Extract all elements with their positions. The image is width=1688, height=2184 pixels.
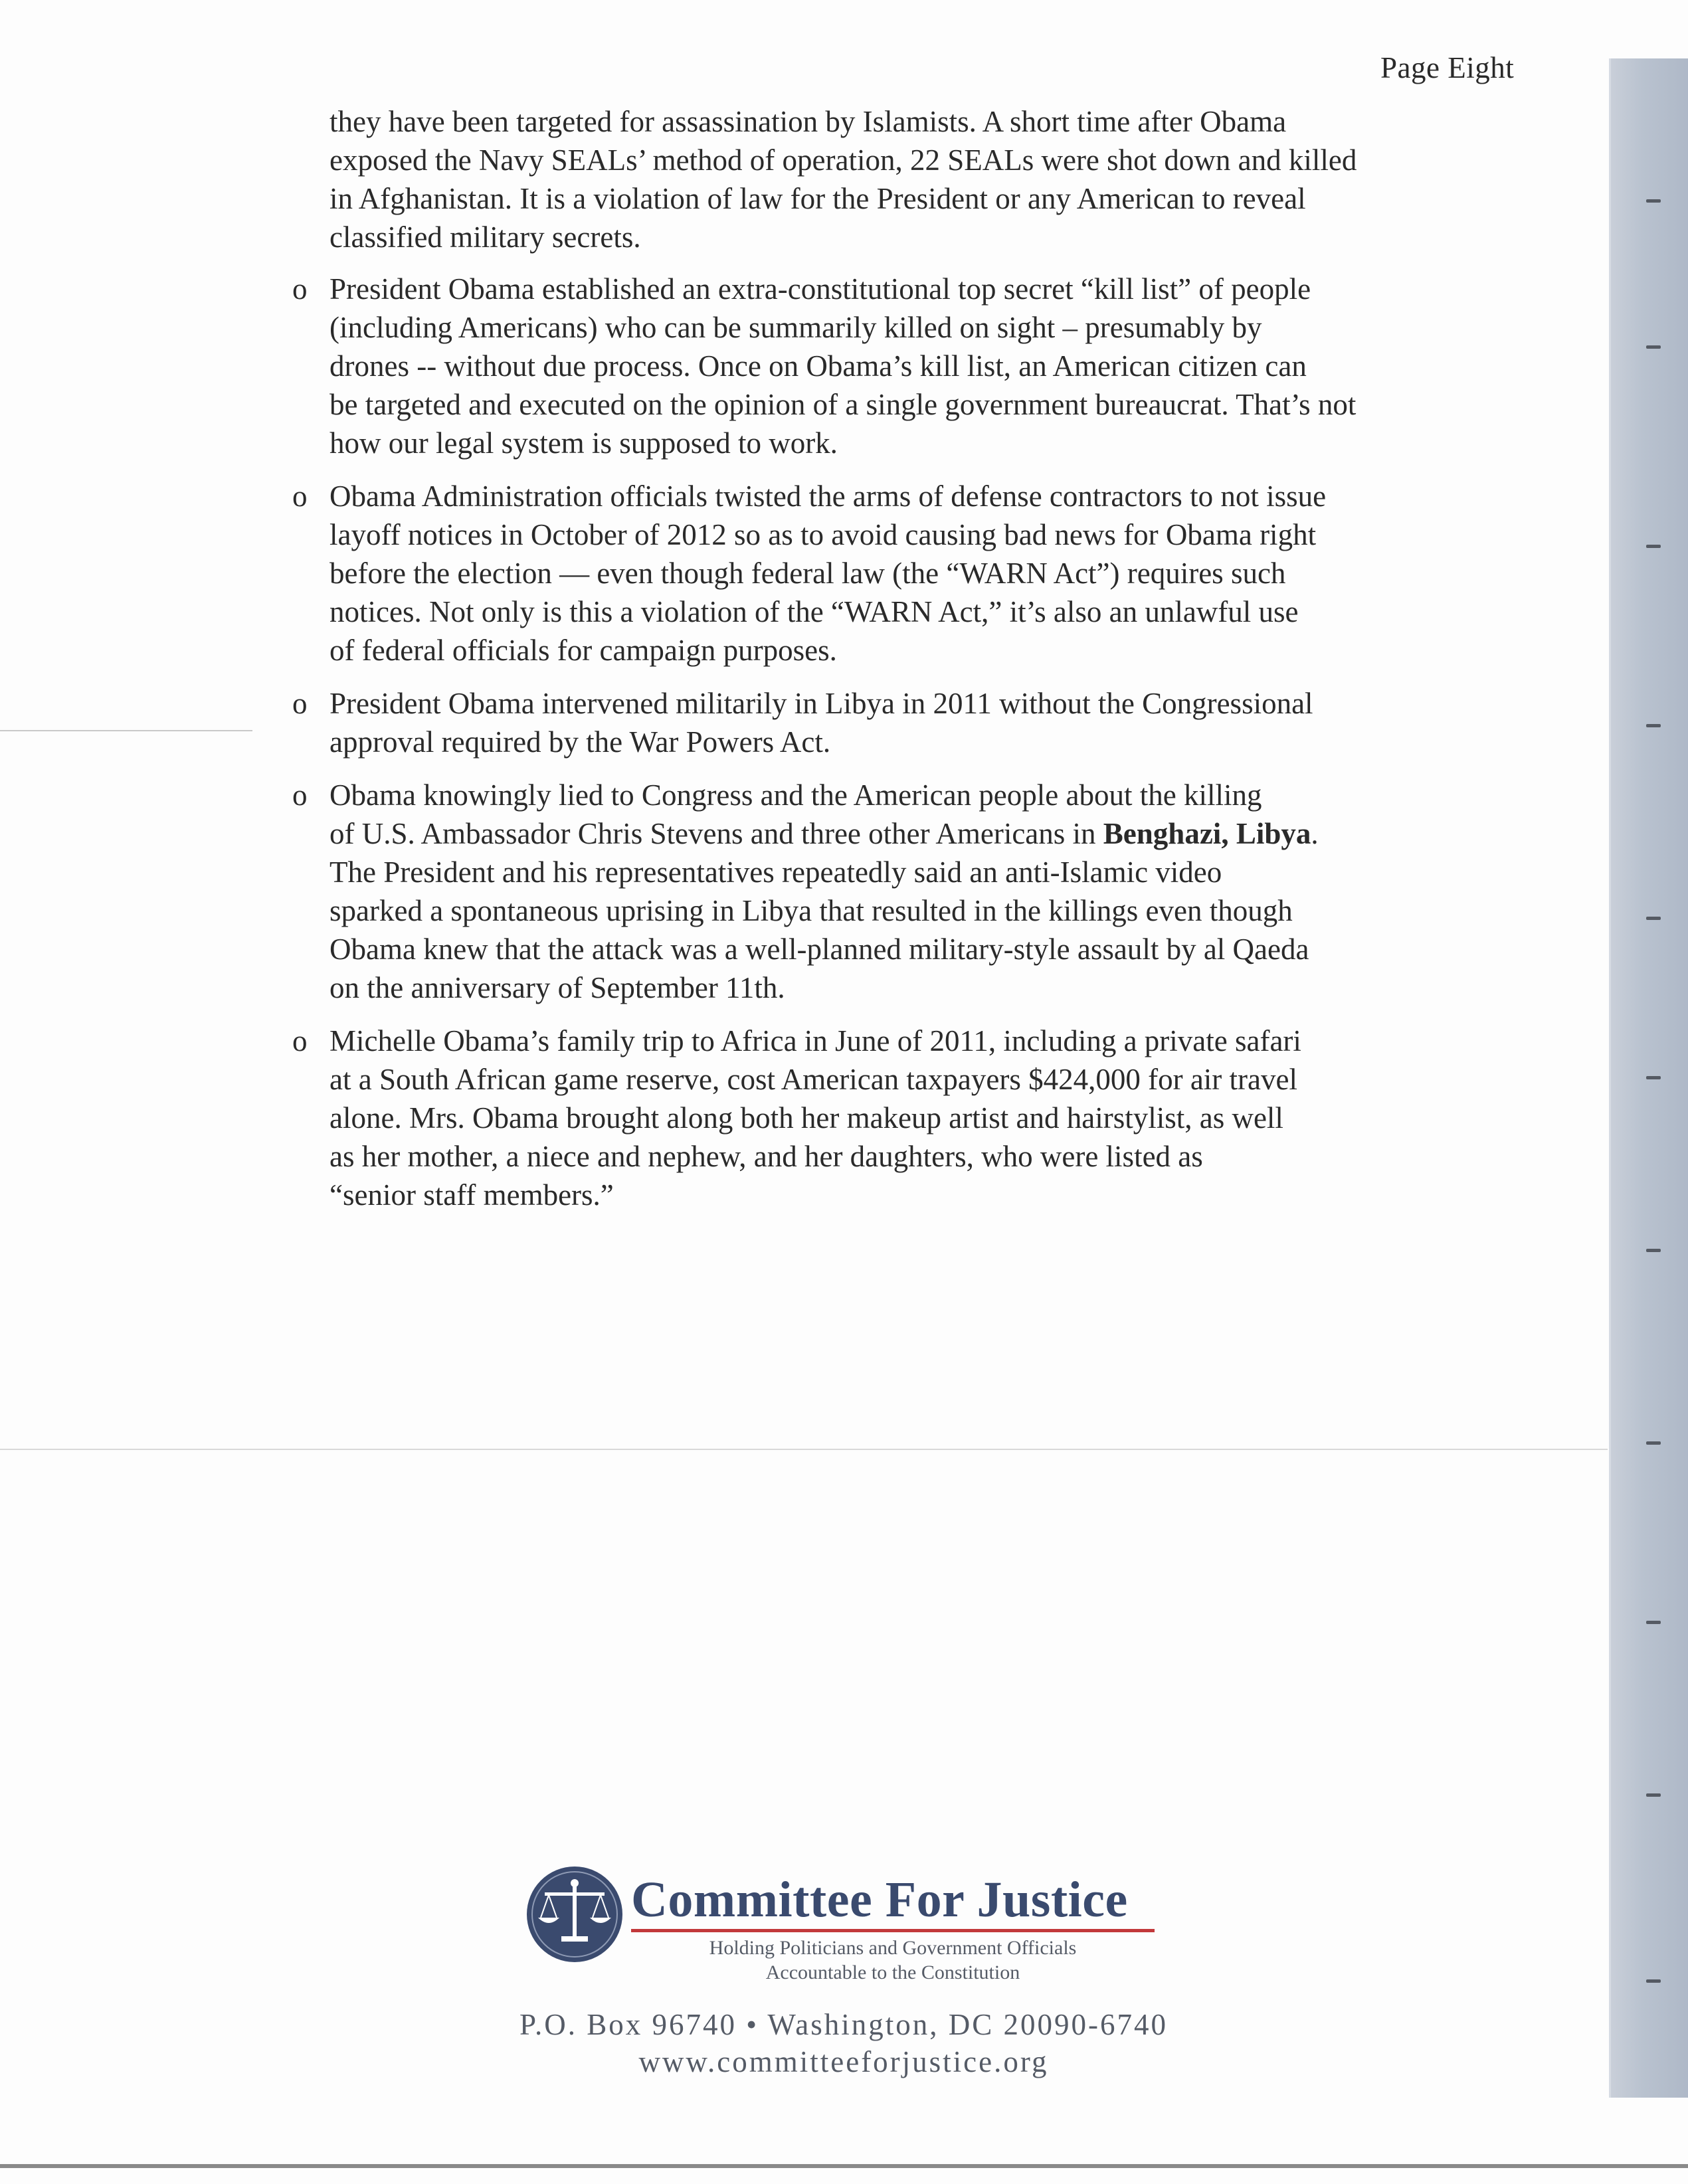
text-line: they have been targeted for assassination by Islamists. A short time after Obama (329, 105, 1287, 138)
list-item (292, 776, 1481, 1007)
edge-mark (1646, 1621, 1661, 1624)
tagline-line-1: Holding Politicians and Government Officials (709, 1937, 1077, 1959)
edge-mark (1646, 1076, 1661, 1079)
text-line: President Obama established an extra-constitutional top secret “kill list” of people (329, 272, 1311, 306)
list-item (292, 684, 1481, 761)
edge-mark (1646, 345, 1661, 349)
organization-underline (631, 1929, 1155, 1932)
bullet-marker: o (292, 687, 308, 720)
text-line (329, 814, 1481, 853)
edge-mark (1646, 724, 1661, 727)
fold-crease (0, 1449, 1608, 1450)
text-line: classified military secrets. (329, 221, 641, 254)
text-line: in Afghanistan. It is a violation of law for the President or any American to reveal (329, 182, 1306, 215)
text-line: notices. Not only is this a violation of the “WARN Act,” it’s also an unlawful use (329, 595, 1299, 628)
text-line: (including Americans) who can be summarily killed on sight – presumably by (329, 311, 1262, 344)
text-line: at a South African game reserve, cost American taxpayers $424,000 for air travel (329, 1063, 1297, 1096)
text-line: President Obama intervened militarily in Libya in 2011 without the Congressional (329, 687, 1313, 720)
text-line: be targeted and executed on the opinion of a single government bureaucrat. That’s not (329, 388, 1357, 421)
main-content (292, 102, 1481, 1229)
edge-mark (1646, 917, 1661, 920)
tagline-line-2: Accountable to the Constitution (765, 1961, 1020, 1983)
scales-of-justice-icon (525, 1865, 624, 1964)
list-item (292, 477, 1481, 670)
text-line: Obama knew that the attack was a well-planned military-style assault by al Qaeda (329, 933, 1309, 966)
text-line: before the election — even though federal law (the “WARN Act”) requires such (329, 557, 1286, 590)
text-line: as her mother, a niece and nephew, and her daughters, who were listed as (329, 1140, 1203, 1173)
text-line: “senior staff members.” (329, 1178, 614, 1212)
edge-mark (1646, 1793, 1661, 1797)
mailing-address: P.O. Box 96740 • Washington, DC 20090-6740 (519, 2008, 1169, 2041)
list-item (292, 270, 1481, 462)
text-line: approval required by the War Powers Act. (329, 725, 831, 759)
bullet-marker: o (292, 480, 308, 513)
text-line: sparked a spontaneous uprising in Libya that resulted in the killings even though (329, 894, 1293, 927)
bullet-list (292, 270, 1481, 1214)
edge-mark (1646, 545, 1661, 548)
text-line: Michelle Obama’s family trip to Africa in June of 2011, including a private safari (329, 1024, 1301, 1057)
text-line: of federal officials for campaign purposes. (329, 634, 837, 667)
bullet-marker: o (292, 272, 308, 306)
fold-crease (0, 730, 252, 731)
edge-mark (1646, 1249, 1661, 1252)
text-line: The President and his representatives repeatedly said an anti-Islamic video (329, 856, 1222, 889)
page-bottom-edge (0, 2164, 1688, 2168)
bold-location: Benghazi, Libya (1103, 817, 1311, 850)
website-url: www.committeeforjustice.org (638, 2045, 1049, 2078)
edge-mark (1646, 199, 1661, 203)
text-line: drones -- without due process. Once on Obama’s kill list, an American citizen can (329, 349, 1307, 383)
text-line: exposed the Navy SEALs’ method of operation, 22 SEALs were shot down and killed (329, 143, 1357, 177)
text-line: layoff notices in October of 2012 so as to avoid causing bad news for Obama right (329, 518, 1317, 551)
intro-paragraph (292, 102, 1481, 256)
text-line: on the anniversary of September 11th. (329, 971, 785, 1004)
edge-mark (1646, 1441, 1661, 1445)
page-number: Page Eight (1380, 51, 1515, 84)
text-fragment: of U.S. Ambassador Chris Stevens and three other Americans in (329, 817, 1103, 850)
edge-mark (1646, 1979, 1661, 1983)
bullet-marker: o (292, 778, 308, 812)
text-fragment: . (1311, 817, 1319, 850)
bullet-marker: o (292, 1024, 308, 1057)
text-line: Obama Administration officials twisted the arms of defense contractors to not issue (329, 480, 1327, 513)
organization-name: Committee For Justice (631, 1872, 1128, 1928)
text-line: alone. Mrs. Obama brought along both her makeup artist and hairstylist, as well (329, 1101, 1283, 1135)
text-line: Obama knowingly lied to Congress and the American people about the killing (329, 778, 1262, 812)
list-item (292, 1022, 1481, 1214)
text-line: how our legal system is supposed to work. (329, 426, 838, 460)
